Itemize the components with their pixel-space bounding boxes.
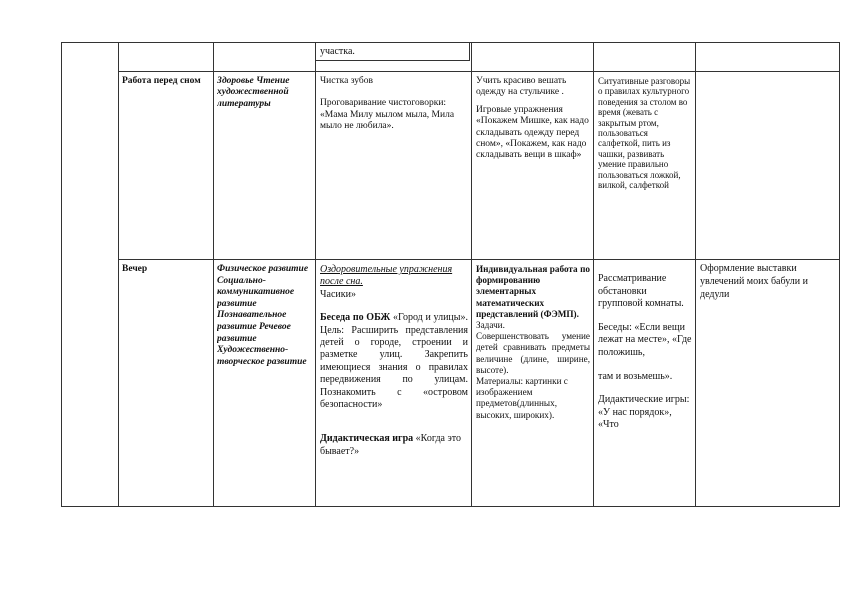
row2-areas: Физическое развитие Социально-коммуникативное развитие Познавательное развитие Речевое развитие Художественно-творческое развитие — [217, 264, 309, 367]
materials-text: Материалы: картинки с изображением предметов(длинных, высоких, широких). — [476, 376, 568, 420]
didactic-game-text: «Когда это бывает?» — [320, 433, 462, 457]
column-divider — [471, 42, 472, 506]
env-p4: Дидактические игры: «У нас порядок», «Что — [598, 394, 690, 431]
row1-joint-line1: Чистка зубов — [320, 76, 373, 86]
env-p2: Беседы: «Если вещи лежат на месте», «Где положишь, — [598, 321, 692, 358]
column-divider — [695, 42, 696, 506]
row-divider — [118, 71, 839, 72]
row1-individual-line2: Игровые упражнения «Покажем Мишке, как надо складывать одежду перед сном», «Покажем, как надо складывать вещи в шкаф» — [476, 104, 589, 161]
env-p1: Рассматривание обстановки групповой комнаты. — [598, 273, 684, 310]
didactic-game-label: Дидактическая игра — [320, 433, 414, 445]
table-border-right — [839, 42, 840, 506]
row2-environment — [598, 273, 692, 432]
cell-box-edge — [315, 60, 470, 61]
tasks-label: Задачи. — [476, 320, 505, 331]
table-border-top — [61, 42, 840, 43]
column-divider — [118, 42, 119, 506]
row2-regime: Вечер — [122, 264, 148, 274]
row2-individual-work — [476, 264, 590, 421]
row1-regime: Работа перед сном — [122, 76, 201, 86]
env-p3: там и возьмешь». — [598, 370, 673, 382]
row0-joint-text: участка. — [320, 46, 355, 57]
obzh-talk-text: «Город и улицы». Цель: Расширить представления детей о городе, строении и разметке улиц. Закрепить имеющиеся знания о правилах передвижения по улицам. Познакомить с «островом безопасности» — [320, 312, 468, 411]
row1-joint-line2: Проговаривание чистоговорки: — [320, 98, 447, 109]
row2-joint-title: Оздоровительные упражнения после сна. — [320, 264, 453, 288]
table-border-bottom — [61, 506, 840, 507]
cell-box-edge — [469, 42, 470, 61]
row1-environment: Ситуативные разговоры о правилах культурного поведения за столом во время (жевать с закрытым ртом, пользоваться салфеткой, пить из чашки, развивать умение правильно пользоваться ложкой, вилкой, салфеткой — [598, 76, 691, 191]
row1-areas: Здоровье Чтение художественной литературы — [217, 76, 290, 109]
row1-joint-line3: «Мама Милу мылом мыла, Мила мыло не любила». — [320, 109, 455, 132]
obzh-talk-label: Беседа по ОБЖ — [320, 312, 391, 324]
row2-joint-title2: Часики» — [320, 288, 356, 300]
row-divider — [118, 259, 839, 260]
column-divider — [593, 42, 594, 506]
column-divider — [315, 42, 316, 506]
column-divider — [213, 42, 214, 506]
row2-joint-activity — [320, 264, 468, 458]
row1-individual-work — [476, 76, 590, 162]
row1-joint-activity — [320, 76, 468, 133]
femp-heading: Индивидуальная работа по формированию элементарных математических представлений (ФЭМП). — [476, 264, 590, 319]
tasks-text: Совершенствовать умение детей сравнивать предметы величине (длине, ширине, высоте). — [476, 331, 590, 375]
row2-family: Оформление выставки увлечений моих бабули и дедули — [700, 263, 808, 300]
row1-individual-line1: Учить красиво вешать одежду на стульчике . — [476, 76, 567, 98]
table-border-left — [61, 42, 62, 506]
